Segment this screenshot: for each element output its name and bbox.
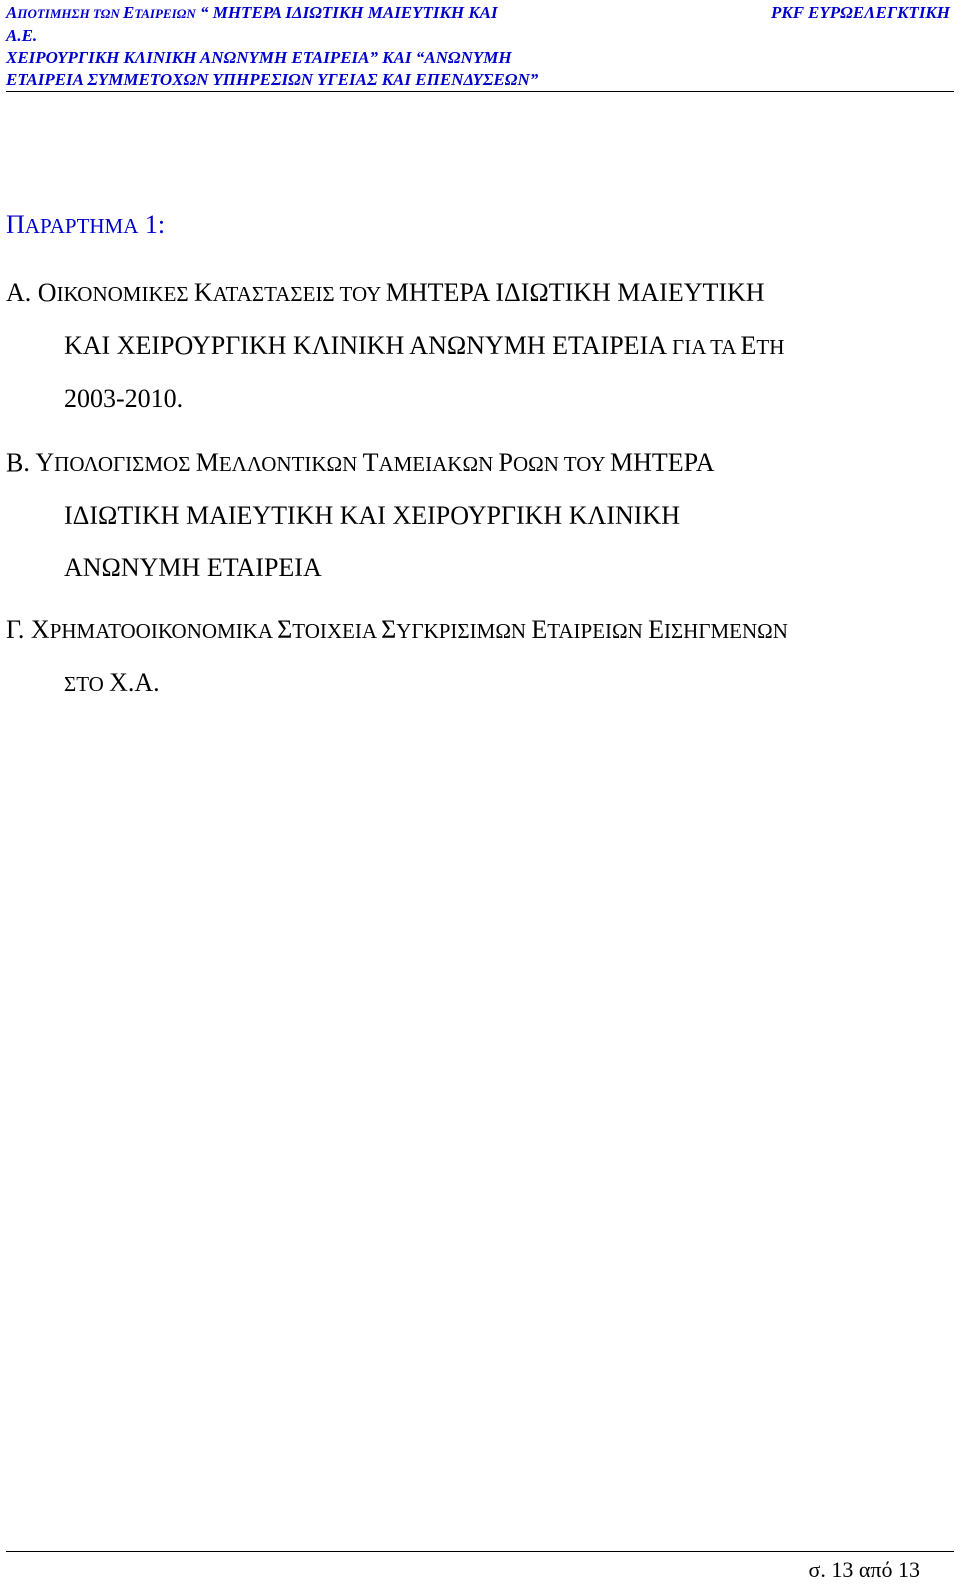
- header-title-line-2: Α.Ε.: [6, 26, 38, 45]
- header-document-title: [6, 2, 646, 91]
- item-a-line-3: 2003-2010.: [64, 384, 184, 413]
- item-c-line-1: Γ. ΧΡΗΜΑΤΟΟΙΚΟΝΟΜΙΚΑ ΣΤΟΙΧΕΙΑ ΣΥΓΚΡΙΣΙΜΩΝ ΕΤΑΙΡΕΙΩΝ ΕΙΣΗΓΜΕΝΩΝ: [6, 615, 788, 644]
- item-a-line-2: ΚΑΙ ΧΕΙΡΟΥΡΓΙΚΗ ΚΛΙΝΙΚΗ ΑΝΩΝΥΜΗ ΕΤΑΙΡΕΙΑ ΓΙΑ ΤΑ ΕΤΗ: [64, 331, 785, 360]
- item-b-line-1: Β. ΥΠΟΛΟΓΙΣΜΟΣ ΜΕΛΛΟΝΤΙΚΩΝ ΤΑΜΕΙΑΚΩΝ ΡΟΩΝ ΤΟΥ ΜΗΤΕΡΑ: [6, 448, 715, 477]
- appendix-item-a: [6, 267, 936, 425]
- item-b-line-3: ΑΝΩΝΥΜΗ ΕΤΑΙΡΕΙΑ: [64, 553, 322, 582]
- item-a-line-1: Α. ΟΙΚΟΝΟΜΙΚΕΣ ΚΑΤΑΣΤΑΣΕΙΣ ΤΟΥ ΜΗΤΕΡΑ ΙΔΙΩΤΙΚΗ ΜΑΙΕΥΤΙΚΗ: [6, 278, 765, 307]
- appendix-item-b: [6, 437, 936, 594]
- header-title-line-4: ΕΤΑΙΡΕΙΑ ΣΥΜΜΕΤΟΧΩΝ ΥΠΗΡΕΣΙΩΝ ΥΓΕΙΑΣ ΚΑΙ ΕΠΕΝΔΥΣΕΩΝ”: [6, 70, 539, 89]
- header-title-line-1: ΑΠΟΤΙΜΗΣΗ ΤΩΝ ΕΤΑΙΡΕΙΩΝ “ ΜΗΤΕΡΑ ΙΔΙΩΤΙΚΗ ΜΑΙΕΥΤΙΚΗ ΚΑΙ: [6, 3, 498, 22]
- header-firm-name: PKF ΕΥΡΩΕΛΕΓΚΤΙΚΗ: [771, 3, 950, 22]
- page-number: σ. 13 από 13: [808, 1557, 920, 1582]
- item-c-line-2: ΣΤΟ Χ.Α.: [64, 668, 160, 697]
- item-b-line-2: ΙΔΙΩΤΙΚΗ ΜΑΙΕΥΤΙΚΗ ΚΑΙ ΧΕΙΡΟΥΡΓΙΚΗ ΚΛΙΝΙΚΗ: [64, 501, 680, 530]
- header-title-line-3: ΧΕΙΡΟΥΡΓΙΚΗ ΚΛΙΝΙΚΗ ΑΝΩΝΥΜΗ ΕΤΑΙΡΕΙΑ” ΚΑΙ “ΑΝΩΝΥΜΗ: [6, 48, 512, 67]
- footer-divider: [6, 1551, 954, 1552]
- running-header: [6, 0, 954, 92]
- appendix-heading: ΠΑΡΑΡΤΗΜΑ 1:: [6, 210, 166, 239]
- appendix-item-c: [6, 604, 936, 710]
